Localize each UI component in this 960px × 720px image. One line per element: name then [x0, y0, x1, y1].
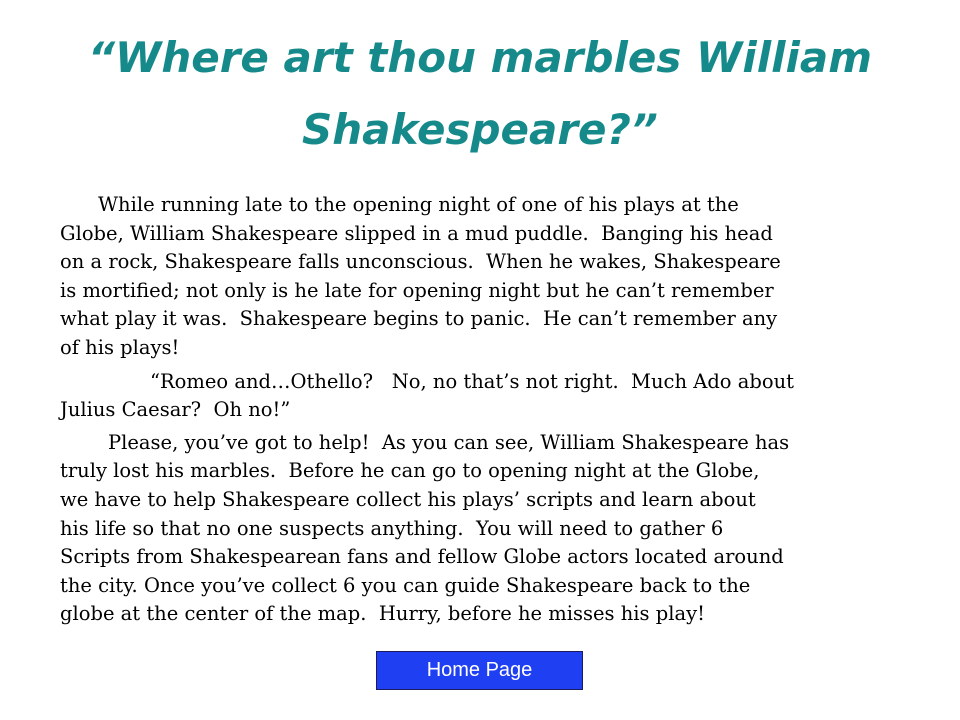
text-line: on a rock, Shakespeare falls unconscious. When he wakes, Shakespeare — [60, 250, 781, 274]
text-line: what play it was. Shakespeare begins to panic. He can’t remember any — [60, 307, 778, 331]
title-line: Shakespeare?” — [302, 105, 658, 154]
story-paragraph-quote — [60, 368, 940, 425]
text-line: is mortified; not only is he late for opening night but he can’t remember — [60, 278, 774, 302]
text-line: we have to help Shakespeare collect his plays’ scripts and learn about — [60, 487, 756, 511]
text-line: the city. Once you’ve collect 6 you can guide Shakespeare back to the — [60, 573, 751, 597]
text-line: Scripts from Shakespearean fans and fellow Globe actors located around — [60, 545, 784, 569]
slide-title — [0, 22, 960, 166]
home-page-button[interactable]: Home Page — [376, 651, 583, 690]
text-line: While running late to the opening night of one of his plays at the — [98, 193, 739, 216]
text-line: “Romeo and…Othello? No, no that’s not right. Much Ado about — [150, 369, 794, 393]
text-line: his life so that no one suspects anything. You will need to gather 6 — [60, 516, 724, 540]
text-line: Globe, William Shakespeare slipped in a mud puddle. Banging his head — [60, 221, 773, 245]
text-line: Please, you’ve got to help! As you can see, William Shakespeare has — [108, 430, 790, 454]
story-paragraph-intro — [60, 191, 940, 363]
story-paragraph-mission — [60, 429, 940, 629]
story-text — [60, 191, 940, 629]
text-line: globe at the center of the map. Hurry, before he misses his play! — [60, 602, 705, 626]
text-line: Julius Caesar? Oh no!” — [60, 398, 291, 422]
title-line: “Where art thou marbles William — [87, 33, 873, 82]
text-line: truly lost his marbles. Before he can go to opening night at the Globe, — [60, 459, 760, 483]
text-line: of his plays! — [60, 335, 180, 359]
